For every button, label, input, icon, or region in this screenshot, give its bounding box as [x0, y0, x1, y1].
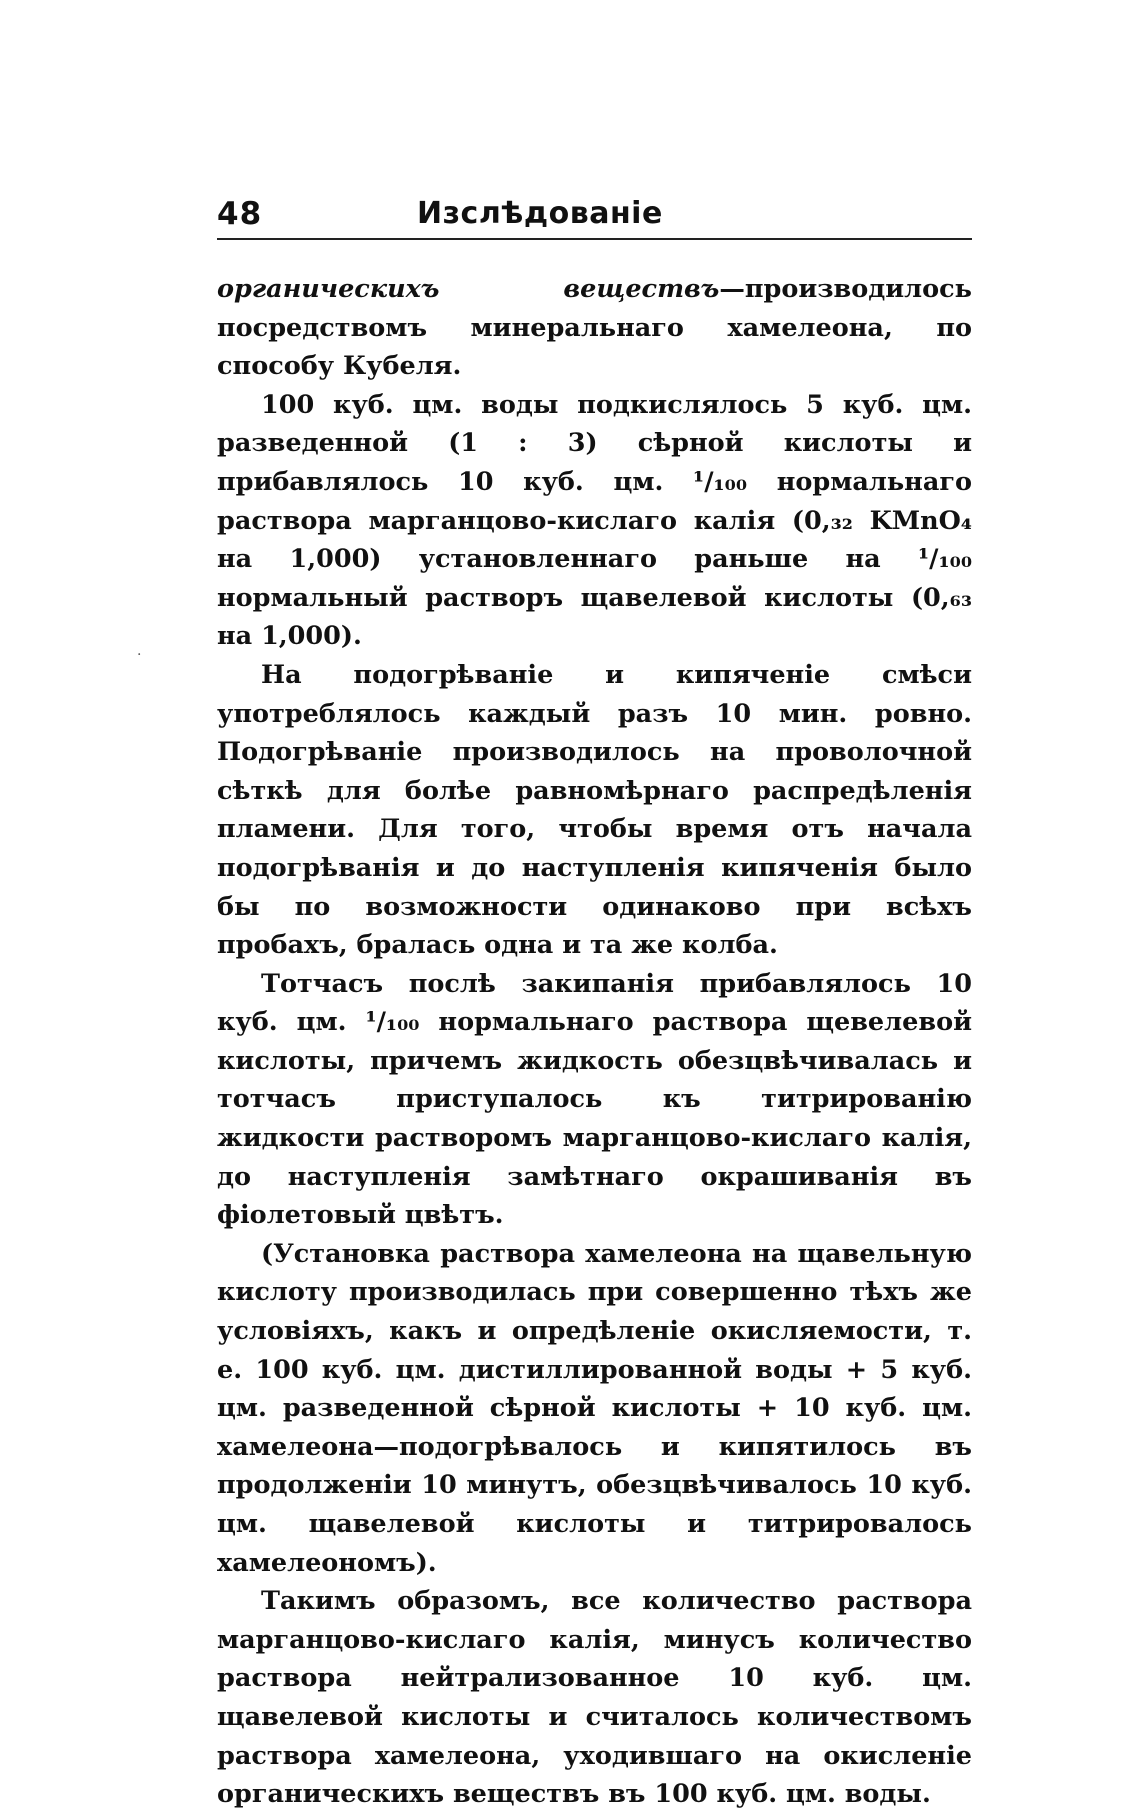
paragraph-1 — [217, 270, 972, 386]
page-number: 48 — [217, 196, 263, 232]
paragraph-3: На подогрѣваніе и кипяченіе смѣси употреблялось каждый разъ 10 мин. ровно. Подогрѣваніе производилось на проволочной сѣткѣ для болѣе равномѣрнаго распредѣленія пламени. Для того, чтобы время отъ начала подогрѣванія и до наступленія кипяченія было бы по возможности одинаково при всѣхъ пробахъ, бралась одна и та же колба. — [217, 659, 972, 961]
body-text — [217, 270, 972, 1814]
paragraph-6: Такимъ образомъ, все количество раствора марганцово-кислаго калія, минусъ количество раствора нейтрализованное 10 куб. цм. щавелевой кислоты и считалось количествомъ раствора хамелеона, уходившаго на окисленіе органическихъ веществъ въ 100 куб. цм. воды. — [217, 1586, 972, 1810]
paragraph-4: Тотчасъ послѣ закипанія прибавлялось 10 куб. цм. ¹/₁₀₀ нормальнаго раствора щевелевой кислоты, причемъ жидкость обезцвѣчивалась и тотчасъ приступалось къ титрированію жидкости растворомъ марганцово-кислаго калія, до наступленія замѣтнаго окрашиванія въ фіолетовый цвѣтъ. — [217, 968, 972, 1231]
paragraph-5: (Установка раствора хамелеона на щавельную кислоту производилась при совершенно тѣхъ же условіяхъ, какъ и опредѣленіе окисляемости, т. е. 100 куб. цм. дистиллированной воды + 5 куб. цм. разведенной сѣрной кислоты + 10 куб. цм. хамелеона—подогрѣвалось и кипятилось въ продолженіи 10 минутъ, обезцвѣчивалось 10 куб. цм. щавелевой кислоты и титрировалось хамелеономъ). — [217, 1238, 972, 1578]
italic-lead: органическихъ веществъ — [217, 274, 720, 304]
running-title: Изслѣдованіе — [417, 196, 663, 231]
header-rule — [217, 238, 972, 240]
paragraph-2: 100 куб. цм. воды подкислялось 5 куб. цм. разведенной (1 : 3) сѣрной кислоты и прибавлялось 10 куб. цм. ¹/₁₀₀ нормальнаго раствора марганцово-кислаго калія (0,₃₂ KMnO₄ на 1,000) установленнаго раньше на ¹/₁₀₀ нормальный растворъ щавелевой кислоты (0,₆₃ на 1,000). — [217, 389, 972, 652]
paragraph-1-text: —производилось посредствомъ минеральнаго хамелеона, по способу Кубеля. — [217, 274, 972, 382]
margin-speck: · — [137, 647, 142, 663]
